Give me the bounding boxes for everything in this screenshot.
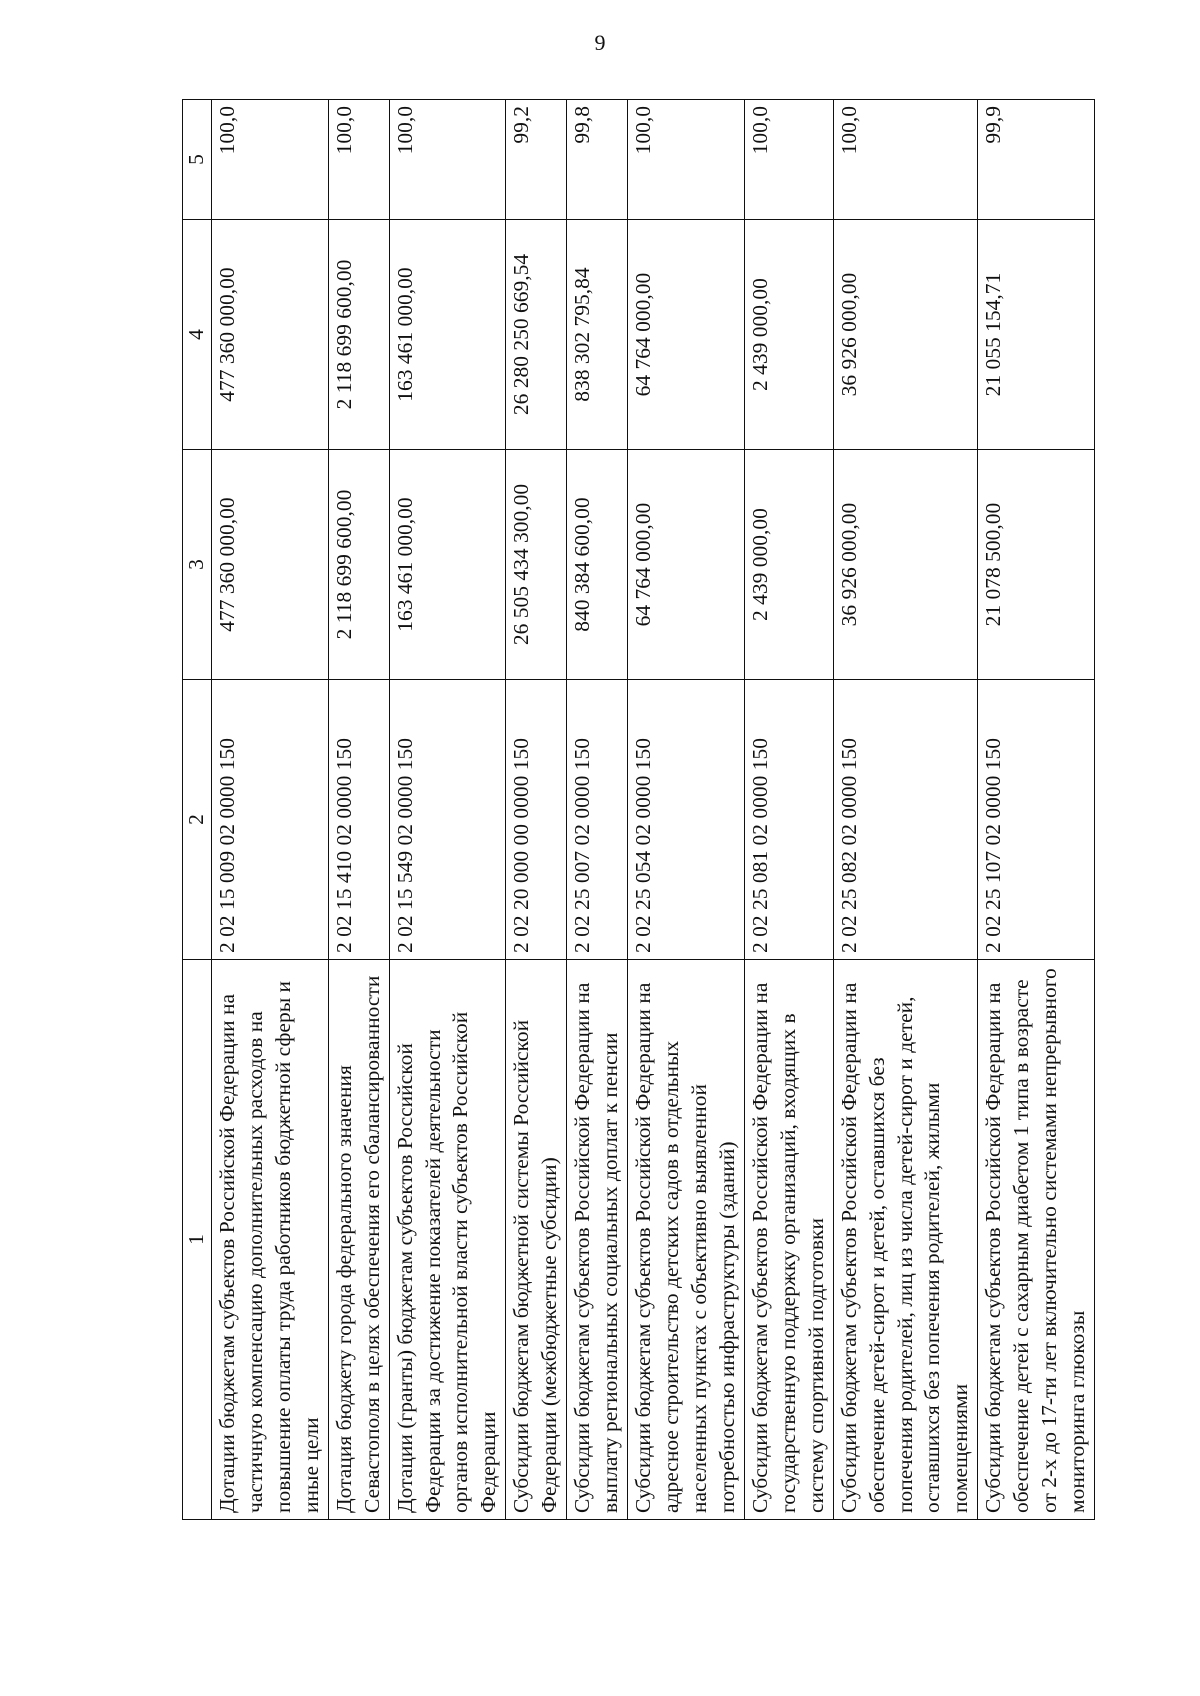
row-code: 2 02 20 000 00 0000 150 <box>506 680 567 960</box>
row-code: 2 02 25 054 02 0000 150 <box>628 680 745 960</box>
row-percent: 100,0 <box>328 100 389 220</box>
budget-table <box>182 99 1095 1520</box>
row-plan: 21 078 500,00 <box>978 450 1095 680</box>
row-code: 2 02 15 549 02 0000 150 <box>389 680 506 960</box>
row-percent: 100,0 <box>628 100 745 220</box>
column-header: 5 <box>183 100 212 220</box>
row-percent: 100,0 <box>833 100 978 220</box>
column-header: 3 <box>183 450 212 680</box>
row-name: Субсидии бюджетам субъектов Российской Федерации на обеспечение детей-сирот и детей, оставшихся без попечения родителей, лиц из числа детей-сирот и детей, оставшихся без попечения родителей, жилыми помещениями <box>833 960 978 1520</box>
row-name: Субсидии бюджетам субъектов Российской Федерации на государственную поддержку организаций, входящих в систему спортивной подготовки <box>744 960 833 1520</box>
column-header: 1 <box>183 960 212 1520</box>
row-percent: 99,9 <box>978 100 1095 220</box>
row-plan: 477 360 000,00 <box>211 450 328 680</box>
row-name: Субсидии бюджетам бюджетной системы Российской Федерации (межбюджетные субсидии) <box>506 960 567 1520</box>
header-row <box>183 100 212 1520</box>
row-fact: 838 302 795,84 <box>567 220 628 450</box>
row-name: Субсидии бюджетам субъектов Российской Федерации на адресное строительство детских садов в отдельных населенных пунктах с объективно выявленной потребностью инфраструктуры (зданий) <box>628 960 745 1520</box>
table-row <box>328 100 389 1520</box>
row-fact: 36 926 000,00 <box>833 220 978 450</box>
row-name: Субсидии бюджетам субъектов Российской Федерации на обеспечение детей с сахарным диабетом 1 типа в возрасте от 2-х до 17-ти лет включительно системами непрерывного мониторинга глюкозы <box>978 960 1095 1520</box>
column-header: 2 <box>183 680 212 960</box>
row-plan: 64 764 000,00 <box>628 450 745 680</box>
row-fact: 64 764 000,00 <box>628 220 745 450</box>
row-code: 2 02 25 082 02 0000 150 <box>833 680 978 960</box>
row-plan: 163 461 000,00 <box>389 450 506 680</box>
row-name: Дотации бюджетам субъектов Российской Федерации на частичную компенсацию дополнительных расходов на повышение оплаты труда работников бюджетной сферы и иные цели <box>211 960 328 1520</box>
table-row <box>389 100 506 1520</box>
page-number: 9 <box>594 30 606 55</box>
row-fact: 2 118 699 600,00 <box>328 220 389 450</box>
row-code: 2 02 25 107 02 0000 150 <box>978 680 1095 960</box>
table-row <box>628 100 745 1520</box>
table-row <box>978 100 1095 1520</box>
row-plan: 2 118 699 600,00 <box>328 450 389 680</box>
row-percent: 100,0 <box>211 100 328 220</box>
row-plan: 26 505 434 300,00 <box>506 450 567 680</box>
row-plan: 2 439 000,00 <box>744 450 833 680</box>
table-row <box>211 100 328 1520</box>
row-fact: 163 461 000,00 <box>389 220 506 450</box>
column-header: 4 <box>183 220 212 450</box>
row-code: 2 02 15 009 02 0000 150 <box>211 680 328 960</box>
row-percent: 99,8 <box>567 100 628 220</box>
table-row <box>744 100 833 1520</box>
row-fact: 477 360 000,00 <box>211 220 328 450</box>
row-fact: 2 439 000,00 <box>744 220 833 450</box>
row-name: Дотация бюджету города федерального значения Севастополя в целях обеспечения его сбалансированности <box>328 960 389 1520</box>
rotated-table-container <box>182 100 1092 1520</box>
row-fact: 21 055 154,71 <box>978 220 1095 450</box>
row-code: 2 02 25 081 02 0000 150 <box>744 680 833 960</box>
table-row <box>506 100 567 1520</box>
row-code: 2 02 15 410 02 0000 150 <box>328 680 389 960</box>
row-plan: 36 926 000,00 <box>833 450 978 680</box>
table-row <box>833 100 978 1520</box>
row-name: Субсидии бюджетам субъектов Российской Федерации на выплату региональных социальных доплат к пенсии <box>567 960 628 1520</box>
row-percent: 100,0 <box>744 100 833 220</box>
row-code: 2 02 25 007 02 0000 150 <box>567 680 628 960</box>
row-fact: 26 280 250 669,54 <box>506 220 567 450</box>
row-percent: 99,2 <box>506 100 567 220</box>
row-percent: 100,0 <box>389 100 506 220</box>
row-plan: 840 384 600,00 <box>567 450 628 680</box>
table-row <box>567 100 628 1520</box>
row-name: Дотации (гранты) бюджетам субъектов Российской Федерации за достижение показателей деятельности органов исполнительной власти субъектов Российской Федерации <box>389 960 506 1520</box>
